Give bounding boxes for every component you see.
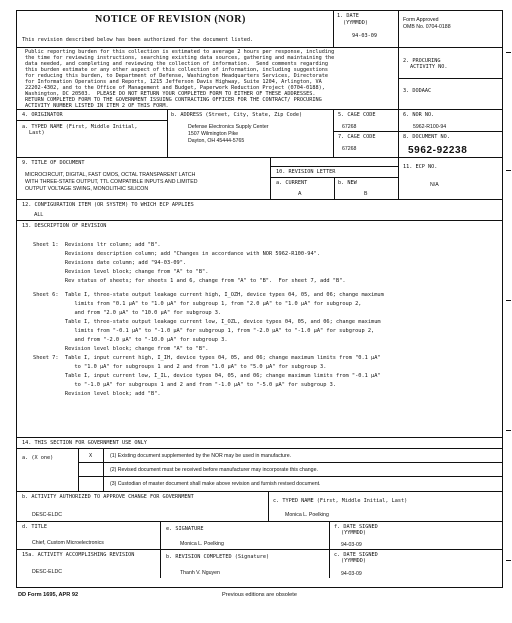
doc-title-line-1: MICROCIRCUIT, DIGITAL, FAST CMOS, OCTAL TRANSPARENT LATCH xyxy=(25,172,196,178)
date-signed-label: f. DATE SIGNED xyxy=(334,524,378,530)
option-2-text: (2) Revised document must be received before manufacturer may incorporate this change. xyxy=(110,467,318,473)
approving-activity-value: DESC-ELDC xyxy=(32,512,62,518)
burden-line-2: data needed, and completing and reviewing the collection of information. Send comments regarding xyxy=(25,61,328,67)
description-line-10: limits from "-0.1 μA" to "-1.0 μA" for subgroup 1, from "-2.0 μA" to "-1.0 μA" for subgroup 2, xyxy=(33,328,375,334)
description-line-15: to "1.0 μA" for subgroups 1 and 2 and from "1.0 μA" to "5.0 μA" for subgroup 3. xyxy=(33,364,327,370)
cage-code-7-value: 67268 xyxy=(342,146,357,152)
address-line-3: Dayton, OH 45444-5765 xyxy=(188,138,245,144)
description-line-1: Revisions description column; add "Changes in accordance with NOR 5962-R100-94". xyxy=(33,251,321,257)
burden-line-8: RETURN COMPLETED FORM TO THE GOVERNMENT ISSUING CONTRACTING OFFICER FOR THE CONTRACT/ PROCURING xyxy=(25,97,322,103)
typed-name-label: a. TYPED NAME (First, Middle Initial, xyxy=(22,124,138,130)
title-value: Chief, Custom Microelectronics xyxy=(32,540,104,546)
burden-line-5: for Information Operations and Reports, 1215 Jefferson Davis Highway, Suite 1204, Arlington, VA xyxy=(25,79,322,85)
option-1-text: (1) Existing document supplemented by the NOR may be used in manufacture. xyxy=(110,453,292,459)
burden-line-4: for reducing this burden, to Department of Defense, Washington Headquarters Services, Directorate xyxy=(25,73,328,79)
address-line-1: Defense Electronics Supply Center xyxy=(188,124,269,130)
config-item-label: 12. CONFIGURATION ITEM (OR SYSTEM) TO WHICH ECP APPLIES xyxy=(22,202,194,208)
cage-code-5-value: 67268 xyxy=(342,124,357,130)
description-line-8: and from "2.0 μA" to "10.0 μA" for subgroup 3. xyxy=(33,310,222,316)
address-label: b. ADDRESS (Street, City, State, Zip Code) xyxy=(171,112,303,118)
new-revision-value: B xyxy=(364,191,368,197)
margin-mark xyxy=(506,52,511,53)
burden-line-7: Washington, DC 20503. PLEASE DO NOT RETURN YOUR COMPLETED FORM TO EITHER OF THESE ADDRESSES. xyxy=(25,91,316,97)
burden-line-1: the time for reviewing instructions, searching existing data sources, gathering and maintaining the xyxy=(25,55,335,61)
date-signed-format: (YYMMDD) xyxy=(341,530,366,536)
current-revision-value: A xyxy=(298,191,302,197)
cage-code-7-label: 7. CAGE CODE xyxy=(338,134,376,140)
address-line-2: 1507 Wilmington Pike xyxy=(188,131,239,137)
form-subtitle: This revision described below has been authorized for the document listed. xyxy=(22,37,254,43)
form-number: DD Form 1695, APR 92 xyxy=(18,592,79,598)
option-1-checkbox[interactable]: X xyxy=(89,453,93,459)
date-format: (YYMMDD) xyxy=(343,20,368,26)
description-line-2: Revisions date column; add "94-03-09". xyxy=(33,260,187,266)
description-label: 13. DESCRIPTION OF REVISION xyxy=(22,223,107,229)
omb-number: OMB No. 0704-0188 xyxy=(403,24,451,30)
doc-title-line-2: WITH THREE-STATE OUTPUT, TTL COMPATIBLE INPUTS AND LIMITED xyxy=(25,179,198,185)
signature-value: Monica L. Poelking xyxy=(180,541,224,547)
description-line-9: Table I, three-state output leakage current low, I_OZL, device types 04, 05, and 06; change maximum xyxy=(33,319,381,325)
description-line-4: Rev status of sheets; for sheets 1 and 6, change from "A" to "B". For sheet 7, add "B". xyxy=(33,278,346,284)
doc-title-line-3: OUTPUT VOLTAGE SWING, MONOLITHIC SILICON xyxy=(25,186,149,192)
margin-mark xyxy=(506,430,511,431)
burden-line-6: 22202-4302, and to the Office of Management and Budget, Paperwork Reduction Project (0704-0188), xyxy=(25,85,325,91)
govt-section-label: 14. THIS SECTION FOR GOVERNMENT USE ONLY xyxy=(22,440,147,446)
procuring-label-2: ACTIVITY NO. xyxy=(410,64,448,70)
document-number-label: 8. DOCUMENT NO. xyxy=(403,134,450,140)
nor-number-value: 5962-R100-94 xyxy=(413,124,447,130)
revision-completed-value: Thanh V. Nguyen xyxy=(180,570,220,576)
typed-name-label-2: Last) xyxy=(29,130,45,136)
signature-label: e. SIGNATURE xyxy=(166,526,204,532)
margin-mark xyxy=(506,560,511,561)
description-line-3: Revision level block; change from "A" to "B". xyxy=(33,269,209,275)
description-line-7: limits from "0.1 μA" to "1.0 μA" for subgroup 1, from "2.0 μA" to "1.0 μA" for subgroup 2, xyxy=(33,301,362,307)
ecp-number-label: 11. ECP NO. xyxy=(403,164,438,170)
govt-check-label: a. (X one) xyxy=(22,455,54,461)
description-line-17: to "-1.0 μA" for subgroups 1 and 2 and from "-1.0 μA" to "-5.0 μA" for subgroup 3. xyxy=(33,382,336,388)
description-line-14: Sheet 7: Table I, input current high, I_IH, device types 04, 05, and 06; change maximum limits from "0.1 μA" xyxy=(33,355,381,361)
date-signed-value: 94-03-09 xyxy=(341,542,362,548)
description-line-12: Revision level block; change from "A" to "B". xyxy=(33,346,209,352)
originator-label: 4. ORIGINATOR xyxy=(22,112,63,118)
procuring-label: 2. PROCURING xyxy=(403,58,441,64)
accomplishing-activity-label: 15a. ACTIVITY ACCOMPLISHING REVISION xyxy=(22,552,135,558)
description-line-18: Revision level block; add "B". xyxy=(33,391,161,397)
burden-line-3: this burden estimate or any other aspect of this collection of information, including suggestions xyxy=(25,67,328,73)
ecp-number-value: N/A xyxy=(430,182,439,188)
date-signed-c-label: c. DATE SIGNED xyxy=(334,552,378,558)
date-signed-c-value: 94-03-09 xyxy=(341,571,362,577)
current-revision-label: a. CURRENT xyxy=(276,180,308,186)
doc-title-label: 9. TITLE OF DOCUMENT xyxy=(22,160,85,166)
accomplishing-activity-value: DESC-ELDC xyxy=(32,569,62,575)
description-line-11: and from "-2.0 μA" to "-10.0 μA" for subgroup 3. xyxy=(33,337,228,343)
dodaac-label: 3. DODAAC xyxy=(403,88,432,94)
date-value: 94-03-09 xyxy=(352,33,377,39)
typed-name-approver-label: c. TYPED NAME (First, Middle Initial, Last) xyxy=(273,498,408,504)
burden-line-9: ACTIVITY NUMBER LISTED IN ITEM 2 OF THIS FORM. xyxy=(25,103,169,109)
title-label: d. TITLE xyxy=(22,524,47,530)
config-item-value: ALL xyxy=(34,212,44,218)
description-line-16: Table I, input current low, I_IL, device types 04, 05, and 06; change maximum limits from "-0.1 μA" xyxy=(33,373,381,379)
previous-editions-note: Previous editions are obsolete xyxy=(222,592,297,598)
margin-mark xyxy=(506,300,511,301)
burden-line-0: Public reporting burden for this collection is estimated to average 2 hours per response, including xyxy=(25,49,335,55)
approving-activity-label: b. ACTIVITY AUTHORIZED TO APPROVE CHANGE FOR GOVERNMENT xyxy=(22,494,194,500)
revision-completed-label: b. REVISION COMPLETED (Signature) xyxy=(166,554,270,560)
cage-code-5-label: 5. CAGE CODE xyxy=(338,112,376,118)
description-line-0: Sheet 1: Revisions ltr column; add "B". xyxy=(33,242,161,248)
nor-number-label: 6. NOR NO. xyxy=(403,112,435,118)
option-3-text: (3) Custodian of master document shall make above revision and furnish revised document. xyxy=(110,481,321,487)
margin-mark xyxy=(506,170,511,171)
date-label: 1. DATE xyxy=(337,13,359,19)
date-signed-c-format: (YYMMDD) xyxy=(341,558,366,564)
form-approved: Form Approved xyxy=(403,17,439,23)
form-title: NOTICE OF REVISION (NOR) xyxy=(95,14,246,25)
new-revision-label: b. NEW xyxy=(338,180,357,186)
typed-name-approver-value: Monica L. Poelking xyxy=(285,512,329,518)
document-number-value: 5962-92238 xyxy=(408,145,468,156)
description-line-6: Sheet 6: Table I, three-state output leakage current high, I_OZH, device types 04, 05, and 06; change maximum xyxy=(33,292,384,298)
revision-letter-label: 10. REVISION LETTER xyxy=(276,169,336,175)
